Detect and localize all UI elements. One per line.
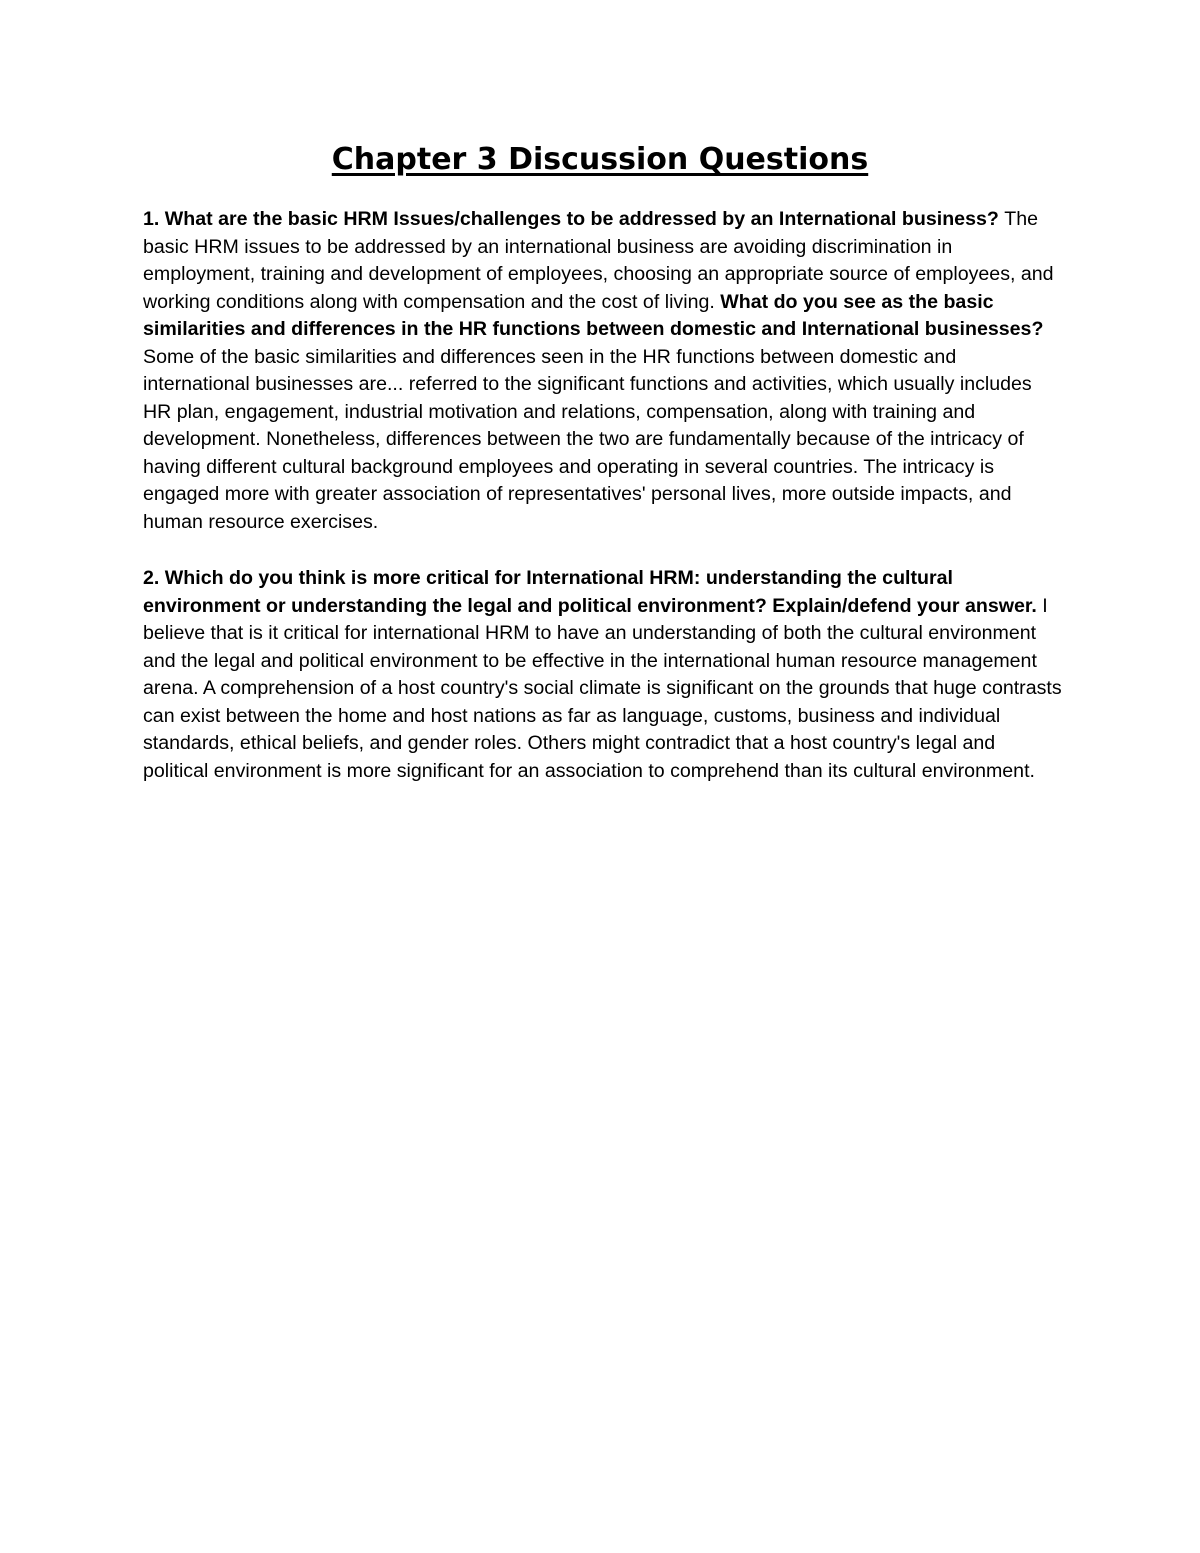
answer-1b-text: Some of the basic similarities and differences seen in the HR functions between domestic and international businesses are... referred to the significant functions and activities, which usually includes HR plan, engagement, industrial motivation and relations, compensation, along with training and development. Nonetheless, differences between the two are fundamentally because of the intricacy of having different cultural background employees and operating in several countries. The intricacy is engaged more with greater association of representatives' personal lives, more outside impacts, and human resource exercises. [143,345,1032,533]
discussion-paragraph-1 [143,206,1063,536]
answer-2-text: I believe that is it critical for international HRM to have an understanding of both the cultural environment and the legal and political environment to be effective in the international human resource management arena. A comprehension of a host country's social climate is significant on the grounds that huge contrasts can exist between the home and host nations as far as language, customs, business and individual standards, ethical beliefs, and gender roles. Others might contradict that a host country's legal and political environment is more significant for an association to comprehend than its cultural environment. [143,594,1062,782]
question-1-text: 1. What are the basic HRM Issues/challenges to be addressed by an International business? [143,208,1005,230]
document-title: Chapter 3 Discussion Questions [331,142,869,177]
discussion-paragraph-2 [143,565,1063,785]
answer-1-text: The basic HRM issues to be addressed by an international business are avoiding discrimination in employment, training and development of employees, choosing an appropriate source of employees, and working conditions along with compensation and the cost of living. [143,208,1054,313]
question-1b-text: What do you see as the basic similarities and differences in the HR functions between domestic and International businesses? [143,290,1044,340]
question-2-text: 2. Which do you think is more critical for International HRM: understanding the cultural environment or understanding the legal and political environment? Explain/defend your answer. [143,567,1037,617]
